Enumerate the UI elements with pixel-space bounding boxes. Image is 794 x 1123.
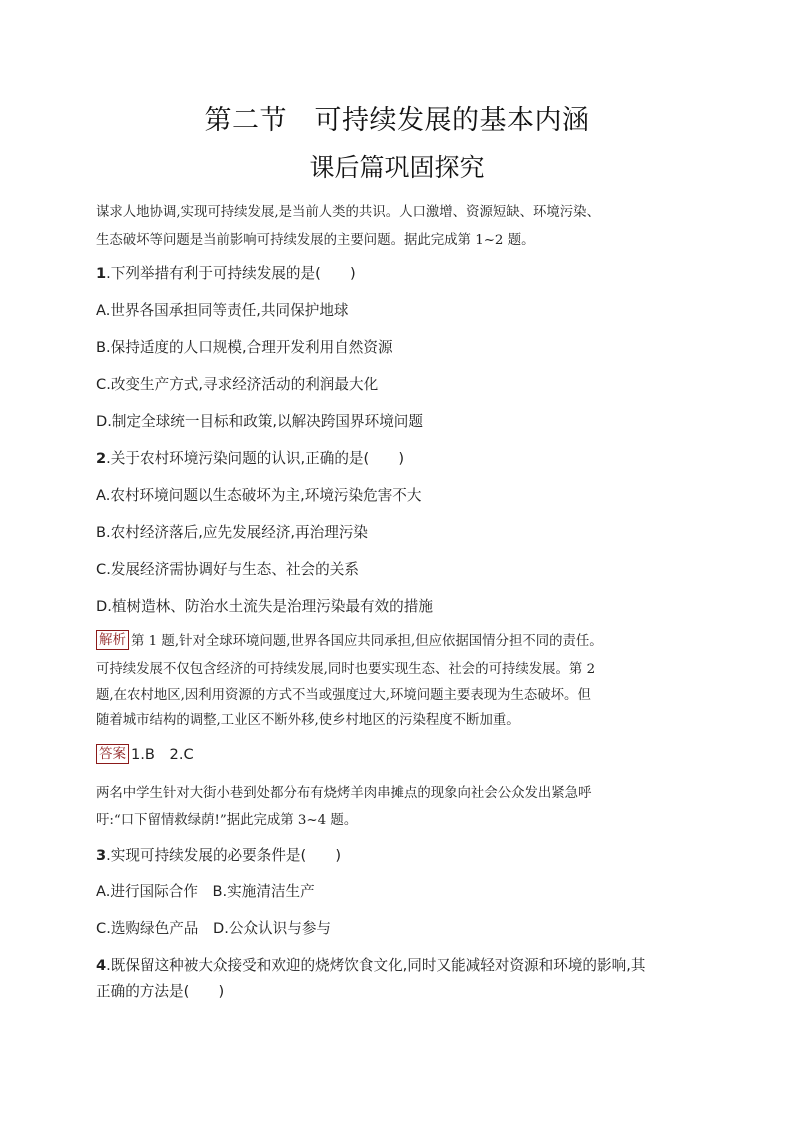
question-3-text: .实现可持续发展的必要条件是( ) <box>106 847 342 864</box>
section-title: 第二节 可持续发展的基本内涵 <box>204 105 590 136</box>
group2-stem-line2: 吁:“口下留情救绿荫!”据此完成第 3~4 题。 <box>96 813 358 828</box>
question-1-option-b: B.保持适度的人口规模,合理开发利用自然资源 <box>96 339 393 356</box>
question-3-options-row1: A.进行国际合作 B.实施清洁生产 <box>96 883 315 900</box>
question-3 <box>96 843 696 869</box>
question-4-text-line1: .既保留这种被大众接受和欢迎的烧烤饮食文化,同时又能减轻对资源和环境的影响,其 <box>106 957 646 974</box>
answer-text: 1.B 2.C <box>131 746 194 763</box>
section-subtitle: 课后篇巩固探究 <box>309 153 485 182</box>
question-2-option-b: B.农村经济落后,应先发展经济,再治理污染 <box>96 524 369 541</box>
question-2 <box>96 446 696 472</box>
question-1-option-d: D.制定全球统一目标和政策,以解决跨国界环境问题 <box>96 413 423 430</box>
question-4 <box>96 953 696 979</box>
question-2-option-c: C.发展经济需协调好与生态、社会的关系 <box>96 561 359 578</box>
analysis-text-line1: 第 1 题,针对全球环境问题,世界各国应共同承担,但应依据国情分担不同的责任。 <box>131 634 603 649</box>
question-1-number: 1 <box>96 265 107 282</box>
question-1-option-a: A.世界各国承担同等责任,共同保护地球 <box>96 302 349 319</box>
question-4-number: 4 <box>96 957 107 974</box>
analysis-line1 <box>96 628 696 656</box>
question-3-options-row2: C.选购绿色产品 D.公众认识与参与 <box>96 920 332 937</box>
group2-stem-line1: 两名中学生针对大街小巷到处都分布有烧烤羊肉串摊点的现象向社会公众发出紧急呼 <box>96 786 592 801</box>
question-1-text: .下列举措有利于可持续发展的是( ) <box>106 265 356 282</box>
answer-line <box>96 742 696 768</box>
question-2-option-a: A.农村环境问题以生态破坏为主,环境污染危害不大 <box>96 487 422 504</box>
question-4-text-line2: 正确的方法是( ) <box>96 983 225 1000</box>
question-2-option-d: D.植树造林、防治水土流失是治理污染最有效的措施 <box>96 598 433 615</box>
analysis-line2: 可持续发展不仅包含经济的可持续发展,同时也要实现生态、社会的可持续发展。第 2 <box>96 662 596 677</box>
group1-stem-line2: 生态破坏等问题是当前影响可持续发展的主要问题。据此完成第 1~2 题。 <box>96 233 535 248</box>
answer-tag: 答案 <box>96 744 129 764</box>
question-1-option-c: C.改变生产方式,寻求经济活动的利润最大化 <box>96 376 379 393</box>
question-2-number: 2 <box>96 450 107 467</box>
analysis-line4: 随着城市结构的调整,工业区不断外移,使乡村地区的污染程度不断加重。 <box>96 713 520 728</box>
question-2-text: .关于农村环境污染问题的认识,正确的是( ) <box>106 450 405 467</box>
analysis-line3: 题,在农村地区,因利用资源的方式不当或强度过大,环境问题主要表现为生态破坏。但 <box>96 688 591 703</box>
question-1 <box>96 261 696 287</box>
analysis-tag: 解析 <box>96 630 129 650</box>
group1-stem-line1: 谋求人地协调,实现可持续发展,是当前人类的共识。人口激增、资源短缺、环境污染、 <box>96 205 600 220</box>
question-3-number: 3 <box>96 847 107 864</box>
